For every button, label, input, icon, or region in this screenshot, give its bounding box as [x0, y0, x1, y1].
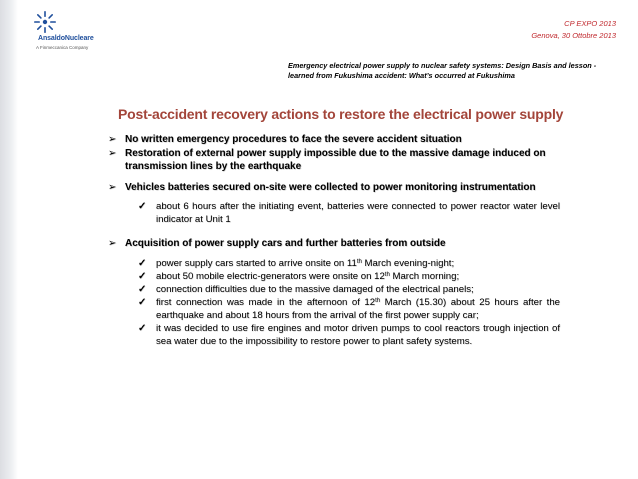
left-decorative-band — [0, 0, 18, 479]
sub-bullet-text: about 6 hours after the initiating event, batteries were connected to power reactor water level indicator at Unit 1 — [156, 201, 560, 225]
check-bullet-icon: ✓ — [138, 283, 147, 295]
sub-bullet-item — [108, 270, 560, 283]
arrow-bullet-icon: ➢ — [108, 181, 117, 193]
bullet-item — [108, 237, 560, 251]
event-info — [531, 18, 616, 42]
check-bullet-icon: ✓ — [138, 257, 147, 269]
check-bullet-icon: ✓ — [138, 270, 147, 282]
logo-subtitle: A Finmeccanica Company — [36, 45, 89, 50]
check-bullet-icon: ✓ — [138, 322, 147, 334]
sub-bullet-text-pre: first connection was made in the afternoon of 12 — [156, 296, 376, 308]
bullet-item — [108, 133, 560, 147]
company-logo — [24, 10, 134, 48]
ordinal-suffix: th — [356, 258, 362, 265]
slide-title: Post-accident recovery actions to restore the electrical power supply — [118, 106, 564, 122]
sub-bullet-item — [108, 257, 560, 270]
bullet-text: Vehicles batteries secured on-site were collected to power monitoring instrumentation — [125, 181, 536, 193]
bullet-text: Restoration of external power supply impossible due to the massive damage induced on transmission lines by the earthquake — [125, 147, 546, 172]
arrow-bullet-icon: ➢ — [108, 147, 117, 159]
bullet-text: No written emergency procedures to face the severe accident situation — [125, 134, 462, 145]
event-date: Genova, 30 Ottobre 2013 — [531, 31, 616, 40]
check-bullet-icon: ✓ — [138, 296, 147, 308]
arrow-bullet-icon: ➢ — [108, 238, 117, 249]
ordinal-suffix: th — [375, 297, 381, 304]
sub-bullet-text: connection difficulties due to the massive damaged of the electrical panels; — [156, 283, 474, 295]
sub-bullet-text-post: March morning; — [389, 270, 460, 282]
sub-bullet-text-post: March (15.30) about 25 hours after the earthquake and about 18 hours from the arrival of the first power supply car; — [156, 296, 561, 321]
sub-bullet-text-post: March evening-night; — [361, 257, 455, 269]
sub-bullet-text-pre: power supply cars started to arrive onsite on 11 — [156, 257, 357, 269]
ansaldo-logo-icon — [32, 10, 58, 34]
sub-bullet-item — [108, 283, 560, 296]
bullet-text: Acquisition of power supply cars and further batteries from outside — [125, 238, 446, 249]
sub-bullet-item — [108, 200, 560, 226]
bullet-item — [108, 147, 560, 174]
arrow-bullet-icon: ➢ — [108, 134, 117, 145]
check-bullet-icon: ✓ — [138, 201, 147, 212]
presentation-subtitle: Emergency electrical power supply to nuclear safety systems: Design Basis and lesson - learned from Fukushima accident: What’s occurred at Fukushima — [288, 61, 597, 80]
sub-bullet-item — [108, 296, 560, 322]
sub-bullet-text: it was decided to use fire engines and motor driven pumps to cool reactors trough injection of sea water due to the impossibility to restore power to plant safety systems. — [156, 322, 560, 347]
logo-name: AnsaldoNucleare — [38, 35, 94, 42]
ordinal-suffix: th — [384, 271, 390, 278]
bullet-item — [108, 181, 560, 195]
sub-bullet-text-pre: about 50 mobile electric-generators were onsite on 12 — [156, 270, 385, 282]
sub-bullet-item — [108, 322, 560, 348]
slide-content — [108, 133, 560, 348]
event-name: CP EXPO 2013 — [564, 19, 616, 28]
